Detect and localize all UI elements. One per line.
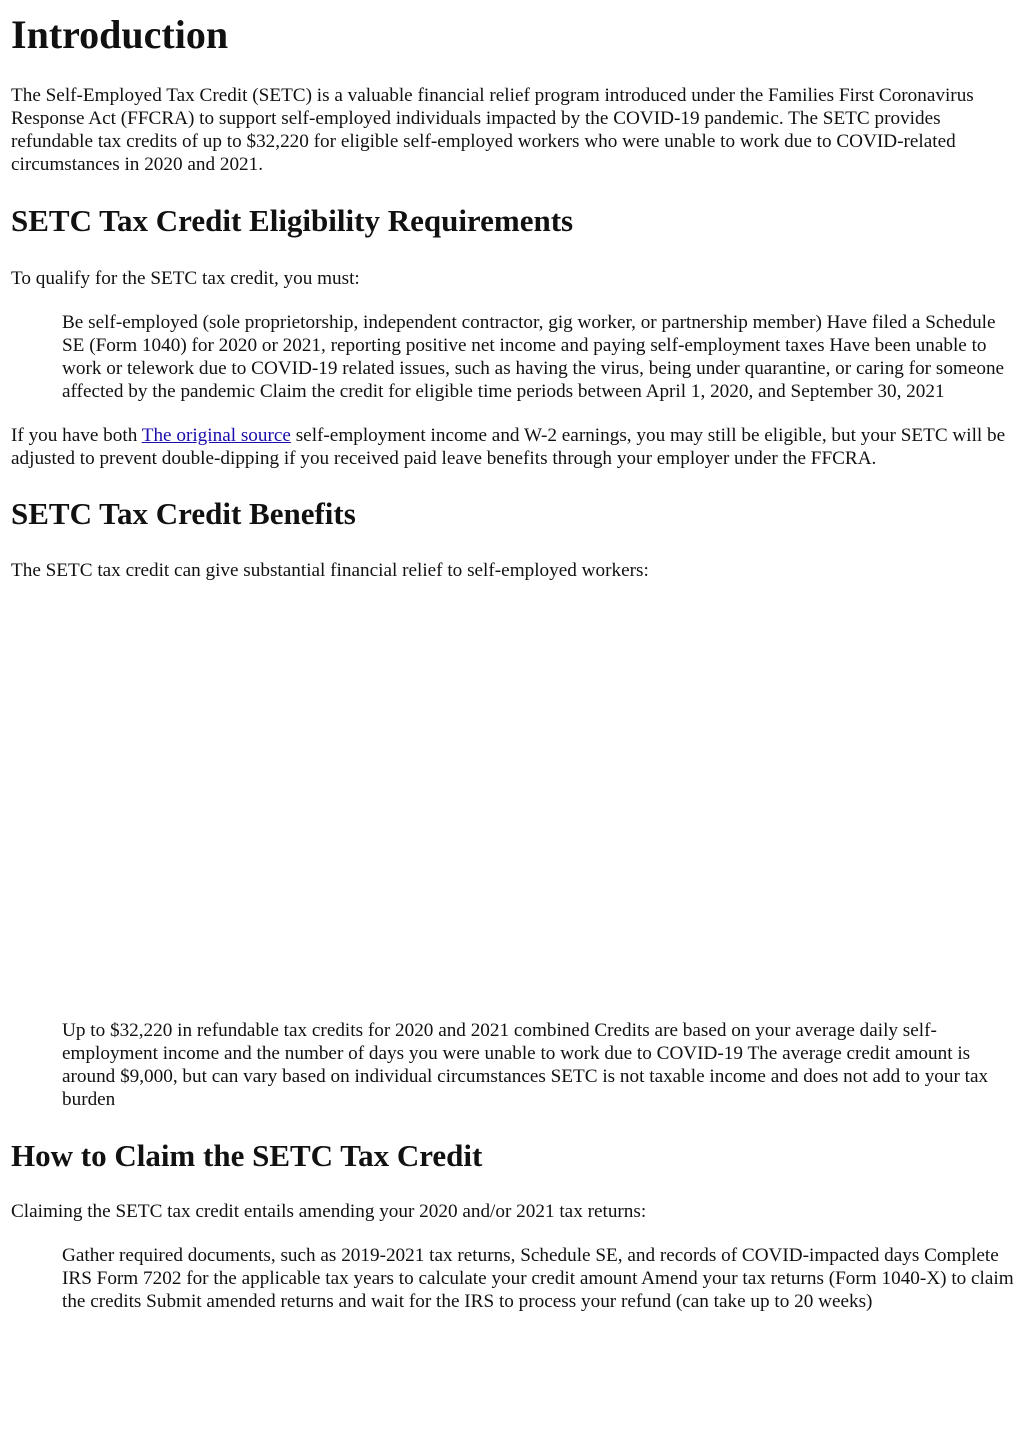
eligibility-list: Be self-employed (sole proprietorship, independent contractor, gig worker, or partnership member) Have filed a Schedule SE (Form 1040) for 2020 or 2021, reporting positive net income and paying self-employment taxes Have been unable to work or telework due to COVID-19 related issues, such as having the virus, being under quarantine, or caring for someone affected by the pandemic Claim the credit for eligible time periods between April 1, 2020, and September 30, 2021 bbox=[62, 312, 1005, 402]
claim-steps-list: Gather required documents, such as 2019-2021 tax returns, Schedule SE, and records of COVID-impacted days Complete IRS Form 7202 for the applicable tax years to calculate your credit amount Amend your tax returns (Form 1040-X) to claim the credits Submit amended returns and wait for the IRS to process your refund (can take up to 20 weeks) bbox=[62, 1245, 1014, 1312]
claim-heading: How to Claim the SETC Tax Credit bbox=[11, 1138, 483, 1173]
original-source-link[interactable]: The original source bbox=[141, 425, 291, 446]
both-suffix-text: self-employment income and W-2 earnings, you may still be eligible, but your SETC will be adjusted to prevent double-dipping if you received paid leave benefits through your employer under the FFCRA. bbox=[11, 425, 1006, 469]
eligibility-heading: SETC Tax Credit Eligibility Requirements bbox=[11, 203, 574, 238]
benefits-heading: SETC Tax Credit Benefits bbox=[11, 496, 356, 531]
both-prefix-text: If you have both bbox=[11, 425, 142, 446]
benefits-list: Up to $32,220 in refundable tax credits for 2020 and 2021 combined Credits are based on your average daily self-employment income and the number of days you were unable to work due to COVID-19 The average credit amount is around $9,000, but can vary based on individual circumstances SETC is not taxable income and does not add to your tax burden bbox=[62, 1020, 989, 1110]
eligibility-intro: To qualify for the SETC tax credit, you must: bbox=[11, 268, 360, 289]
both-income-paragraph bbox=[11, 424, 1015, 470]
blank-image-area bbox=[11, 582, 1015, 1019]
document-body bbox=[11, 0, 1015, 1313]
intro-paragraph: The Self-Employed Tax Credit (SETC) is a valuable financial relief program introduced under the Families First Coronavirus Response Act (FFCRA) to support self-employed individuals impacted by the COVID-19 pandemic. The SETC provides refundable tax credits of up to $32,220 for eligible self-employed workers who were unable to work due to COVID-related circumstances in 2020 and 2021. bbox=[11, 85, 974, 175]
intro-heading: Introduction bbox=[11, 12, 229, 57]
benefits-intro: The SETC tax credit can give substantial financial relief to self-employed workers: bbox=[11, 560, 649, 581]
claim-intro: Claiming the SETC tax credit entails amending your 2020 and/or 2021 tax returns: bbox=[11, 1201, 647, 1222]
